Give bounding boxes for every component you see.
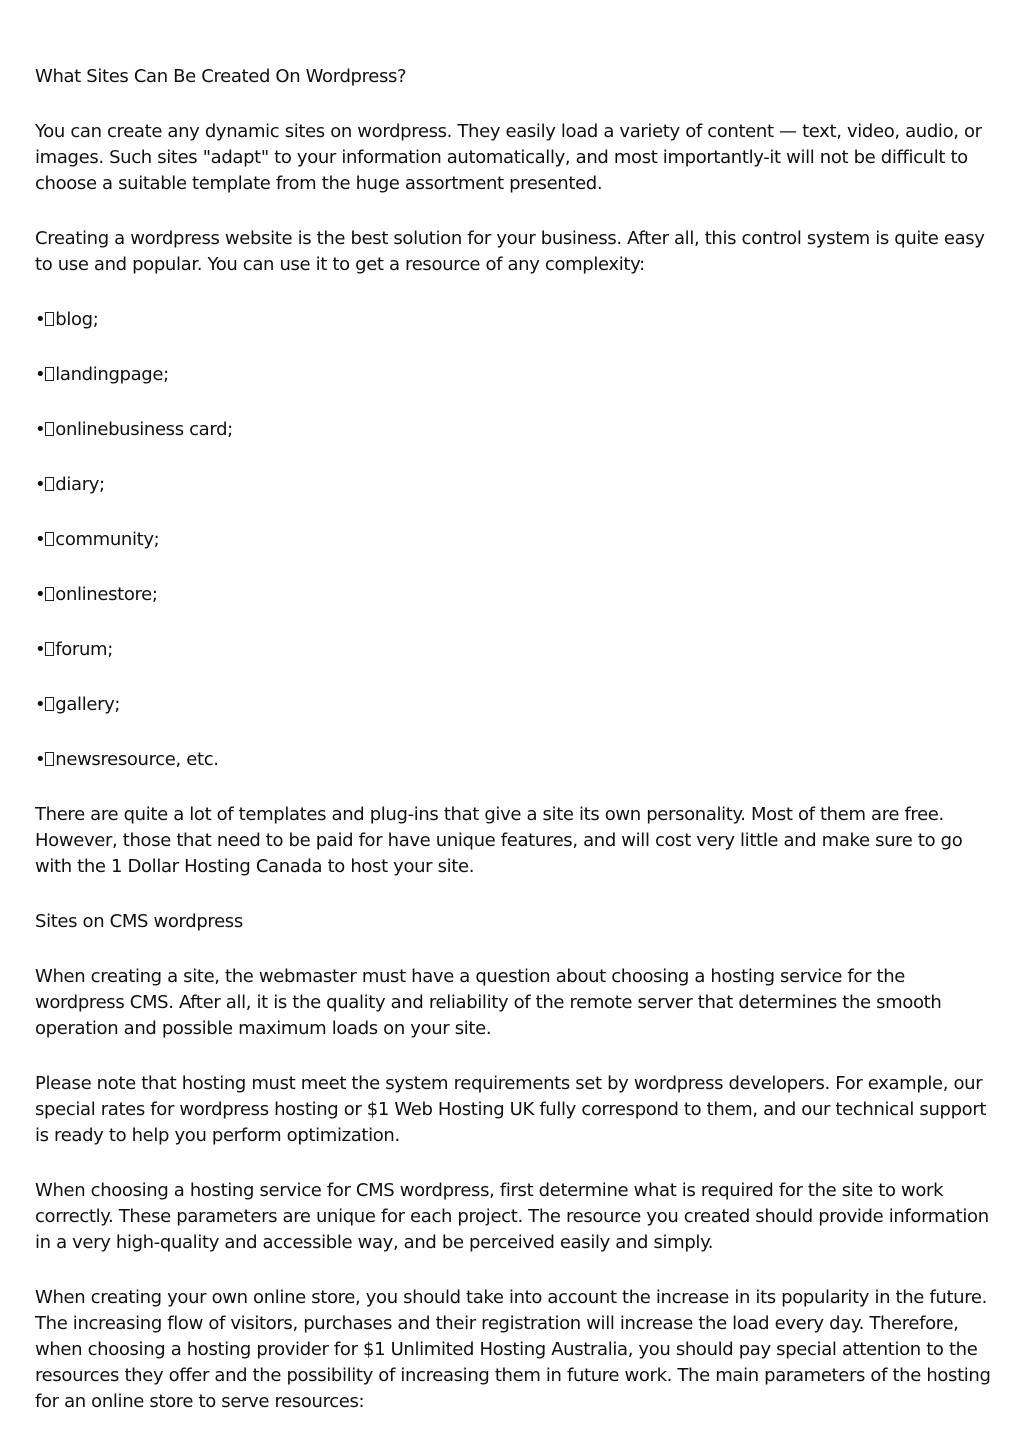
section-heading: What Sites Can Be Created On Wordpress? bbox=[35, 66, 407, 87]
list-item: • blog; bbox=[35, 307, 995, 333]
paragraph: When creating your own online store, you should take into account the increase in its popularity in the future. The increasing flow of visitors, purchases and their registration will increase the load every day. Therefore, when choosing a hosting provider for $1 Unlimited Hosting Australia, you should pay special attention to the resources they offer and the possibility of increasing them in future work. The main parameters of the hosting for an online store to serve resources: bbox=[35, 1287, 991, 1412]
bullet-icon: • bbox=[35, 474, 46, 495]
missing-glyph-icon bbox=[45, 752, 54, 766]
missing-glyph-icon bbox=[45, 422, 54, 436]
bullet-icon: • bbox=[35, 364, 46, 385]
bullet-icon: • bbox=[35, 529, 46, 550]
bullet-icon: • bbox=[35, 694, 46, 715]
list-item: • gallery; bbox=[35, 692, 995, 718]
paragraph: When creating a site, the webmaster must have a question about choosing a hosting service for the wordpress CMS. After all, it is the quality and reliability of the remote server that determines the smooth operation and possible maximum loads on your site. bbox=[35, 966, 942, 1039]
list-item: • onlinebusiness card; bbox=[35, 417, 995, 443]
list-item: • community; bbox=[35, 527, 995, 553]
section-heading: Sites on CMS wordpress bbox=[35, 911, 243, 932]
missing-glyph-icon bbox=[45, 312, 54, 326]
paragraph: There are quite a lot of templates and plug-ins that give a site its own personality. Most of them are free. However, those that need to be paid for have unique features, and will cost very little and make sure to go with the 1 Dollar Hosting Canada to host your site. bbox=[35, 804, 963, 877]
bullet-icon: • bbox=[35, 309, 46, 330]
paragraph: Please note that hosting must meet the system requirements set by wordpress developers. For example, our special rates for wordpress hosting or $1 Web Hosting UK fully correspond to them, and our technical support is ready to help you perform optimization. bbox=[35, 1073, 987, 1146]
bullet-icon: • bbox=[35, 639, 46, 660]
bullet-list bbox=[35, 307, 995, 773]
document-page bbox=[35, 64, 995, 1415]
paragraph: You can create any dynamic sites on wordpress. They easily load a variety of content — text, video, audio, or images. Such sites "adapt" to your information automatically, and most importantly-it will not be difficult to choose a suitable template from the huge assortment presented. bbox=[35, 121, 982, 194]
missing-glyph-icon bbox=[45, 477, 54, 491]
list-item: • diary; bbox=[35, 472, 995, 498]
paragraph: When choosing a hosting service for CMS wordpress, first determine what is required for the site to work correctly. These parameters are unique for each project. The resource you created should provide information in a very high-quality and accessible way, and be perceived easily and simply. bbox=[35, 1180, 989, 1253]
list-item: • forum; bbox=[35, 637, 995, 663]
missing-glyph-icon bbox=[45, 642, 54, 656]
missing-glyph-icon bbox=[45, 367, 54, 381]
bullet-icon: • bbox=[35, 584, 46, 605]
paragraph: Creating a wordpress website is the best solution for your business. After all, this control system is quite easy to use and popular. You can use it to get a resource of any complexity: bbox=[35, 228, 985, 275]
list-item: • landingpage; bbox=[35, 362, 995, 388]
list-item: • newsresource, etc. bbox=[35, 747, 995, 773]
bullet-icon: • bbox=[35, 749, 46, 770]
list-item: • onlinestore; bbox=[35, 582, 995, 608]
missing-glyph-icon bbox=[45, 697, 54, 711]
missing-glyph-icon bbox=[45, 532, 54, 546]
missing-glyph-icon bbox=[45, 587, 54, 601]
bullet-icon: • bbox=[35, 419, 46, 440]
